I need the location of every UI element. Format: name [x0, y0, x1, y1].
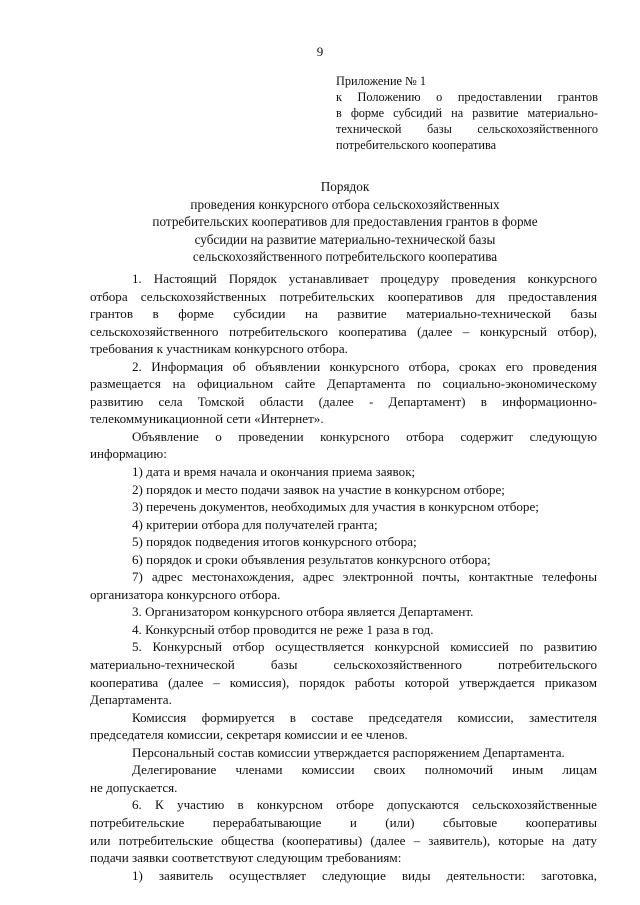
body-line: Объявление о проведении конкурсного отбора содержит следующую	[132, 428, 597, 444]
body-line: председателя комиссии, секретаря комиссии и ее членов.	[90, 727, 408, 743]
page-number: 9	[316, 44, 324, 59]
title-line: потребительских кооперативов для предоставления грантов в форме	[152, 214, 538, 229]
body-line: развитию села Томской области (далее - Департамент) в информационно-	[90, 393, 597, 409]
body-line: 1. Настоящий Порядок устанавливает процедуру проведения конкурсного	[132, 271, 597, 286]
title-line: сельскохозяйственного потребительского кооператива	[192, 249, 498, 264]
document-body	[90, 270, 597, 884]
body-line: организатора конкурсного отбора.	[90, 586, 281, 602]
body-line: или потребительские общества (кооперативы) (далее – заявитель), которые на дату	[90, 832, 597, 848]
body-line: Комиссия формируется в составе председателя комиссии, заместителя	[132, 709, 597, 725]
body-line: отбора сельскохозяйственных потребительских кооперативов для предоставления	[90, 288, 597, 304]
body-line: 4) критерии отбора для получателей гранта;	[132, 516, 378, 532]
body-line: 2) порядок и место подачи заявок на участие в конкурсном отборе;	[132, 481, 505, 497]
appendix-line: в форме субсидий на развитие материально-	[336, 106, 598, 120]
body-line: 7) адрес местонахождения, адрес электронной почты, контактные телефоны	[132, 569, 597, 585]
body-line: 4. Конкурсный отбор проводится не реже 1 раза в год.	[132, 621, 434, 637]
body-line: 6) порядок и сроки объявления результатов конкурсного отбора;	[132, 551, 491, 567]
body-line: подачи заявки соответствуют следующим требованиям:	[90, 850, 402, 866]
body-line: потребительские перерабатывающие и (или) сбытовые кооперативы	[90, 814, 597, 830]
body-line: грантов в форме субсидии на развитие материально-технической базы	[90, 306, 597, 322]
body-line: Персональный состав комиссии утверждается распоряжением Департамента.	[132, 744, 565, 760]
title-line: Порядок	[320, 179, 370, 194]
appendix-header	[336, 73, 598, 153]
body-line: 6. К участию в конкурсном отборе допускаются сельскохозяйственные	[132, 797, 597, 813]
body-line: информацию:	[90, 446, 167, 462]
body-line: 5. Конкурсный отбор осуществляется конкурсной комиссией по развитию	[132, 639, 597, 655]
body-line: не допускается.	[90, 779, 178, 795]
title-line: проведения конкурсного отбора сельскохозяйственных	[190, 196, 500, 212]
body-line: требования к участникам конкурсного отбора.	[90, 341, 348, 357]
body-line: Департамента.	[90, 692, 172, 708]
appendix-title: Приложение № 1	[336, 74, 427, 88]
body-line: 1) дата и время начала и окончания приема заявок;	[132, 464, 416, 480]
body-line: размещается на официальном сайте Департамента по социально-экономическому	[90, 376, 597, 392]
body-line: материально-технической базы сельскохозяйственного потребительского	[90, 657, 597, 673]
body-line: телекоммуникационной сети «Интернет».	[90, 411, 324, 427]
appendix-line: потребительского кооператива	[336, 138, 497, 152]
body-line: 2. Информация об объявлении конкурсного отбора, сроках его проведения	[132, 358, 597, 374]
appendix-line: технической базы сельскохозяйственного	[336, 122, 598, 136]
body-line: кооператива (далее – комиссия), порядок работы которой утверждается приказом	[90, 674, 597, 690]
body-line: сельскохозяйственного потребительского кооператива (далее – конкурсный отбор),	[90, 323, 597, 339]
body-line: 1) заявитель осуществляет следующие виды деятельности: заготовка,	[132, 867, 597, 883]
body-line: 5) порядок подведения итогов конкурсного отбора;	[132, 534, 417, 550]
document-title	[90, 178, 600, 266]
body-line: 3) перечень документов, необходимых для участия в конкурсном отборе;	[132, 499, 539, 515]
title-line: субсидии на развитие материально-технической базы	[194, 231, 496, 247]
appendix-line: к Положению о предоставлении грантов	[336, 90, 598, 104]
body-line: Делегирование членами комиссии своих полномочий иным лицам	[132, 762, 597, 778]
body-line: 3. Организатором конкурсного отбора является Департамент.	[132, 604, 474, 620]
